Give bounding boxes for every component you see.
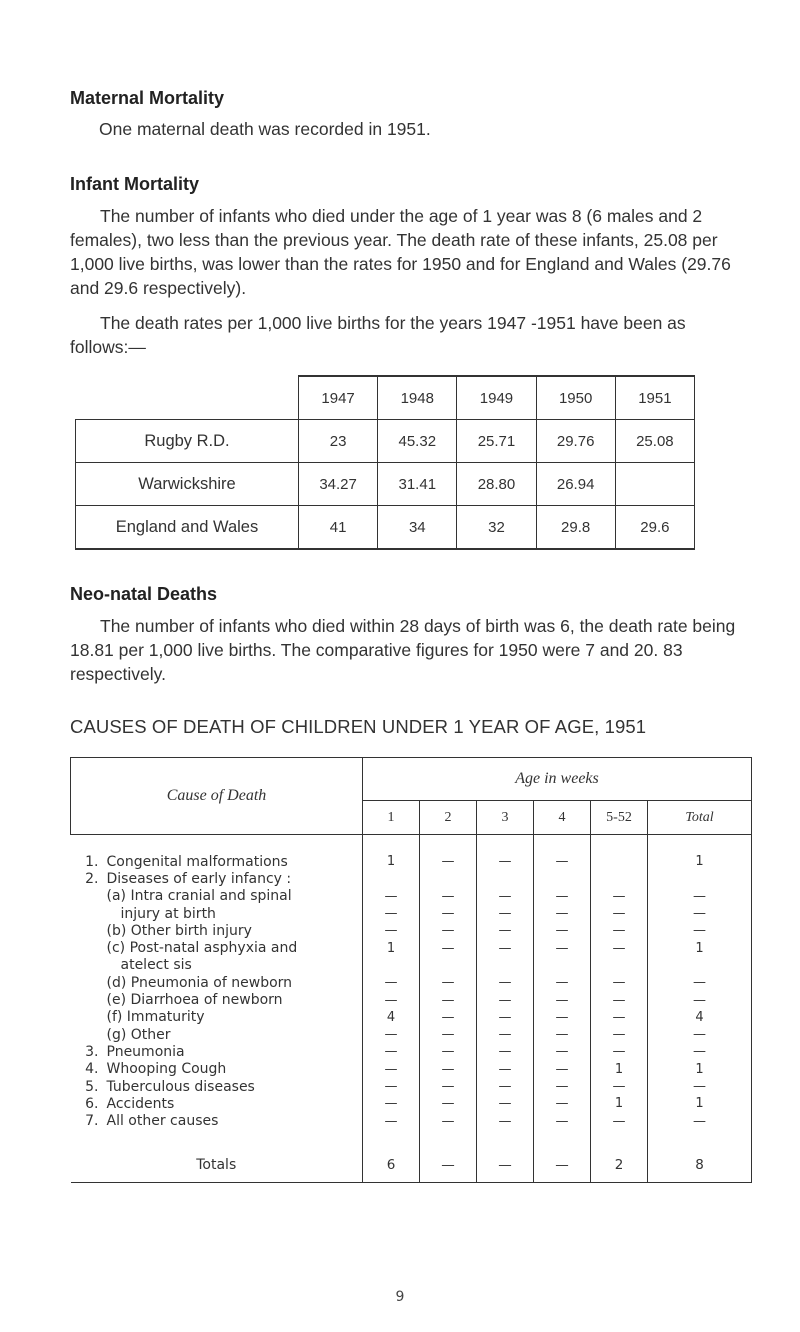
cause-label-cell: [71, 1061, 363, 1078]
cause-value-cell: —: [420, 905, 477, 922]
age-column-header: 3: [477, 801, 534, 835]
cause-value-cell: —: [363, 888, 420, 905]
cause-label: (c) Post-natal asphyxia and: [106, 940, 298, 957]
causes-table-body: [71, 835, 752, 1148]
totals-cell: —: [477, 1148, 534, 1183]
rates-year-header: 1949: [457, 376, 536, 420]
cause-value-cell: —: [648, 991, 752, 1008]
cause-value-cell: —: [534, 922, 591, 939]
cause-value-cell: —: [363, 1078, 420, 1095]
cause-label-cell: [71, 991, 363, 1008]
cause-row: [71, 1009, 752, 1026]
cause-label: Whooping Cough: [106, 1061, 227, 1078]
cause-row: [71, 922, 752, 939]
neonatal-deaths-text: The number of infants who died within 28 days of birth was 6, the death rate being 18.81 per 1,000 live births. The comparative figures for 1950 were 7 and 20. 83 respectively.: [70, 616, 736, 684]
cause-value-cell: —: [363, 974, 420, 991]
rates-cell: 41: [299, 506, 378, 550]
cause-label: atelect sis: [120, 957, 192, 974]
totals-cell: 6: [363, 1148, 420, 1183]
rates-cell: 31.41: [378, 463, 457, 506]
cause-value-cell: —: [591, 922, 648, 939]
cause-value-cell: —: [591, 1078, 648, 1095]
cause-value-cell: —: [420, 1112, 477, 1129]
totals-label: Totals: [71, 1148, 363, 1183]
cause-value-cell: —: [591, 1043, 648, 1060]
cause-value-cell: —: [591, 905, 648, 922]
cause-row: [71, 939, 752, 956]
cause-value-cell: 4: [363, 1009, 420, 1026]
cause-value-cell: —: [534, 1061, 591, 1078]
cause-value-cell: —: [591, 1009, 648, 1026]
cause-value-cell: 1: [648, 1061, 752, 1078]
cause-value-cell: —: [363, 1026, 420, 1043]
cause-number: 4.: [85, 1061, 99, 1078]
cause-value-cell: [363, 870, 420, 887]
rates-cell: 32: [457, 506, 536, 550]
cause-value-cell: —: [591, 991, 648, 1008]
cause-value-cell: —: [363, 1043, 420, 1060]
cause-value-cell: —: [420, 1078, 477, 1095]
rates-row-label: Warwickshire: [76, 463, 299, 506]
rates-header-row: [76, 376, 695, 420]
cause-value-cell: [420, 870, 477, 887]
cause-value-cell: —: [420, 1095, 477, 1112]
rates-cell: 29.76: [536, 420, 615, 463]
cause-row: [71, 905, 752, 922]
age-column-header: 5-52: [591, 801, 648, 835]
cause-label: Tuberculous diseases: [106, 1078, 255, 1095]
neonatal-deaths-heading: Neo-natal Deaths: [70, 584, 218, 604]
totals-cell: —: [534, 1148, 591, 1183]
cause-label: Accidents: [106, 1095, 175, 1112]
cause-value-cell: —: [648, 888, 752, 905]
cause-row: [71, 1112, 752, 1129]
cause-value-cell: 1: [591, 1095, 648, 1112]
age-in-weeks-header: Age in weeks: [363, 758, 752, 801]
cause-row: [71, 870, 752, 887]
rates-row-label: England and Wales: [76, 506, 299, 550]
cause-value-cell: —: [420, 922, 477, 939]
cause-row: [71, 1026, 752, 1043]
cause-value-cell: —: [591, 939, 648, 956]
cause-label-cell: [71, 1112, 363, 1129]
cause-value-cell: —: [534, 991, 591, 1008]
cause-number: 1.: [85, 853, 99, 870]
cause-row: [71, 991, 752, 1008]
cause-value-cell: —: [420, 991, 477, 1008]
cause-label-cell: [71, 888, 363, 905]
cause-value-cell: —: [477, 991, 534, 1008]
cause-label-cell: [71, 922, 363, 939]
totals-cell: 8: [648, 1148, 752, 1183]
cause-label-cell: [71, 853, 363, 870]
cause-value-cell: —: [648, 1112, 752, 1129]
infant-mortality-heading: Infant Mortality: [70, 174, 199, 194]
rates-cell: 34.27: [299, 463, 378, 506]
cause-value-cell: —: [477, 1043, 534, 1060]
rates-cell: 29.6: [615, 506, 694, 550]
cause-value-cell: [534, 957, 591, 974]
rates-cell: 28.80: [457, 463, 536, 506]
maternal-mortality-text: One maternal death was recorded in 1951.: [99, 119, 431, 139]
totals-row: [71, 1148, 752, 1183]
page-number: 9: [395, 1289, 405, 1305]
cause-value-cell: —: [534, 974, 591, 991]
cause-value-cell: 1: [363, 939, 420, 956]
cause-value-cell: —: [534, 1095, 591, 1112]
totals-cell: —: [420, 1148, 477, 1183]
cause-number: 7.: [85, 1113, 99, 1130]
age-column-header: 2: [420, 801, 477, 835]
cause-value-cell: [591, 957, 648, 974]
cause-row: [71, 888, 752, 905]
cause-value-cell: —: [420, 1043, 477, 1060]
cause-value-cell: —: [420, 1009, 477, 1026]
rates-cell: 29.8: [536, 506, 615, 550]
cause-number: 3.: [85, 1043, 99, 1060]
rates-year-header: 1947: [299, 376, 378, 420]
rates-cell: 25.71: [457, 420, 536, 463]
infant-mortality-paragraph-2: The death rates per 1,000 live births for the years 1947 -1951 have been as follows:—: [70, 313, 686, 357]
cause-value-cell: —: [477, 939, 534, 956]
spacer-row: [71, 1130, 752, 1148]
cause-value-cell: —: [363, 1112, 420, 1129]
cause-value-cell: —: [648, 922, 752, 939]
cause-value-cell: —: [477, 974, 534, 991]
cause-label: (f) Immaturity: [106, 1009, 205, 1026]
cause-value-cell: —: [477, 853, 534, 870]
cause-value-cell: 4: [648, 1009, 752, 1026]
cause-row: [71, 957, 752, 974]
maternal-mortality-heading: Maternal Mortality: [70, 88, 225, 108]
rates-cell: 23: [299, 420, 378, 463]
causes-table-title: CAUSES OF DEATH OF CHILDREN UNDER 1 YEAR OF AGE, 1951: [70, 716, 647, 737]
cause-number: 5.: [85, 1078, 99, 1095]
age-column-header: 1: [363, 801, 420, 835]
cause-value-cell: —: [363, 905, 420, 922]
cause-label-cell: [71, 905, 363, 922]
cause-value-cell: 1: [648, 1095, 752, 1112]
cause-label-cell: [71, 957, 363, 974]
cause-value-cell: —: [477, 905, 534, 922]
cause-value-cell: —: [591, 1026, 648, 1043]
cause-label: (g) Other: [106, 1026, 171, 1043]
cause-label: Pneumonia: [106, 1043, 185, 1060]
cause-label-cell: [71, 1043, 363, 1060]
cause-label-cell: [71, 870, 363, 887]
cause-value-cell: 1: [363, 853, 420, 870]
cause-value-cell: —: [477, 1095, 534, 1112]
cause-value-cell: —: [477, 888, 534, 905]
cause-value-cell: —: [363, 922, 420, 939]
rates-corner-cell: [76, 376, 299, 420]
rates-row-label: Rugby R.D.: [76, 420, 299, 463]
cause-label: (d) Pneumonia of newborn: [106, 974, 293, 991]
cause-value-cell: —: [648, 905, 752, 922]
cause-value-cell: —: [534, 1009, 591, 1026]
cause-row: [71, 974, 752, 991]
cause-value-cell: —: [534, 853, 591, 870]
cause-value-cell: —: [648, 1026, 752, 1043]
cause-value-cell: [477, 870, 534, 887]
rates-year-header: 1951: [615, 376, 694, 420]
death-rates-table: [75, 375, 695, 550]
cause-value-cell: —: [420, 888, 477, 905]
cause-value-cell: —: [648, 974, 752, 991]
rates-year-header: 1950: [536, 376, 615, 420]
cause-value-cell: —: [534, 939, 591, 956]
cause-value-cell: —: [363, 1095, 420, 1112]
cause-label: Diseases of early infancy :: [106, 870, 292, 887]
rates-cell: 26.94: [536, 463, 615, 506]
cause-value-cell: —: [477, 1009, 534, 1026]
rates-year-header: 1948: [378, 376, 457, 420]
cause-value-cell: [591, 853, 648, 870]
cause-value-cell: —: [648, 1043, 752, 1060]
cause-number: 2.: [85, 870, 99, 887]
cause-value-cell: [534, 870, 591, 887]
cause-value-cell: —: [477, 1112, 534, 1129]
cause-label-cell: [71, 1026, 363, 1043]
cause-value-cell: 1: [648, 939, 752, 956]
cause-value-cell: [648, 870, 752, 887]
cause-label-cell: [71, 1009, 363, 1026]
cause-value-cell: —: [591, 974, 648, 991]
rates-cell: 45.32: [378, 420, 457, 463]
cause-label: All other causes: [106, 1113, 219, 1130]
cause-value-cell: —: [420, 939, 477, 956]
cause-row: [71, 1095, 752, 1112]
cause-value-cell: [477, 957, 534, 974]
rates-row-england-wales: [76, 506, 695, 550]
cause-of-death-header: Cause of Death: [71, 758, 363, 835]
cause-value-cell: —: [477, 922, 534, 939]
cause-value-cell: —: [420, 974, 477, 991]
cause-value-cell: —: [534, 1043, 591, 1060]
cause-label-cell: [71, 1078, 363, 1095]
rates-row-warwickshire: [76, 463, 695, 506]
cause-value-cell: —: [534, 1112, 591, 1129]
totals-cell: 2: [591, 1148, 648, 1183]
cause-value-cell: —: [534, 888, 591, 905]
cause-number: 6.: [85, 1095, 99, 1112]
rates-cell: 25.08: [615, 420, 694, 463]
cause-value-cell: [648, 957, 752, 974]
infant-mortality-paragraph-1: The number of infants who died under the age of 1 year was 8 (6 males and 2 females), two less than the previous year. The death rate of these infants, 25.08 per 1,000 live births, was lower than the rates for 1950 and for England and Wales (29.76 and 29.6 respectively).: [70, 206, 731, 298]
cause-row: [71, 1061, 752, 1078]
cause-row: [71, 1043, 752, 1060]
cause-value-cell: —: [534, 1078, 591, 1095]
cause-label-cell: [71, 939, 363, 956]
cause-value-cell: —: [477, 1078, 534, 1095]
cause-value-cell: —: [477, 1026, 534, 1043]
cause-value-cell: —: [477, 1061, 534, 1078]
cause-value-cell: —: [363, 991, 420, 1008]
cause-value-cell: —: [591, 888, 648, 905]
cause-row: [71, 1078, 752, 1095]
cause-value-cell: —: [591, 1112, 648, 1129]
cause-value-cell: —: [534, 905, 591, 922]
cause-value-cell: 1: [591, 1061, 648, 1078]
age-column-header: 4: [534, 801, 591, 835]
cause-value-cell: —: [534, 1026, 591, 1043]
cause-value-cell: —: [420, 1026, 477, 1043]
cause-value-cell: [363, 957, 420, 974]
cause-label-cell: [71, 974, 363, 991]
cause-label: (e) Diarrhoea of newborn: [106, 992, 283, 1009]
cause-label: (a) Intra cranial and spinal: [106, 888, 292, 905]
total-column-header: Total: [648, 801, 752, 835]
spacer-row: [71, 835, 752, 854]
rates-row-rugby: [76, 420, 695, 463]
cause-row: [71, 853, 752, 870]
causes-of-death-table: [70, 757, 752, 1183]
cause-label-cell: [71, 1095, 363, 1112]
rates-cell: [615, 463, 694, 506]
cause-label: injury at birth: [120, 905, 216, 922]
cause-value-cell: 1: [648, 853, 752, 870]
cause-label: (b) Other birth injury: [106, 922, 252, 939]
rates-cell: 34: [378, 506, 457, 550]
cause-value-cell: —: [420, 853, 477, 870]
cause-value-cell: [420, 957, 477, 974]
cause-value-cell: —: [363, 1061, 420, 1078]
cause-value-cell: —: [420, 1061, 477, 1078]
cause-value-cell: [591, 870, 648, 887]
cause-value-cell: —: [648, 1078, 752, 1095]
cause-label: Congenital malformations: [106, 853, 288, 870]
causes-header-row: [71, 758, 752, 801]
